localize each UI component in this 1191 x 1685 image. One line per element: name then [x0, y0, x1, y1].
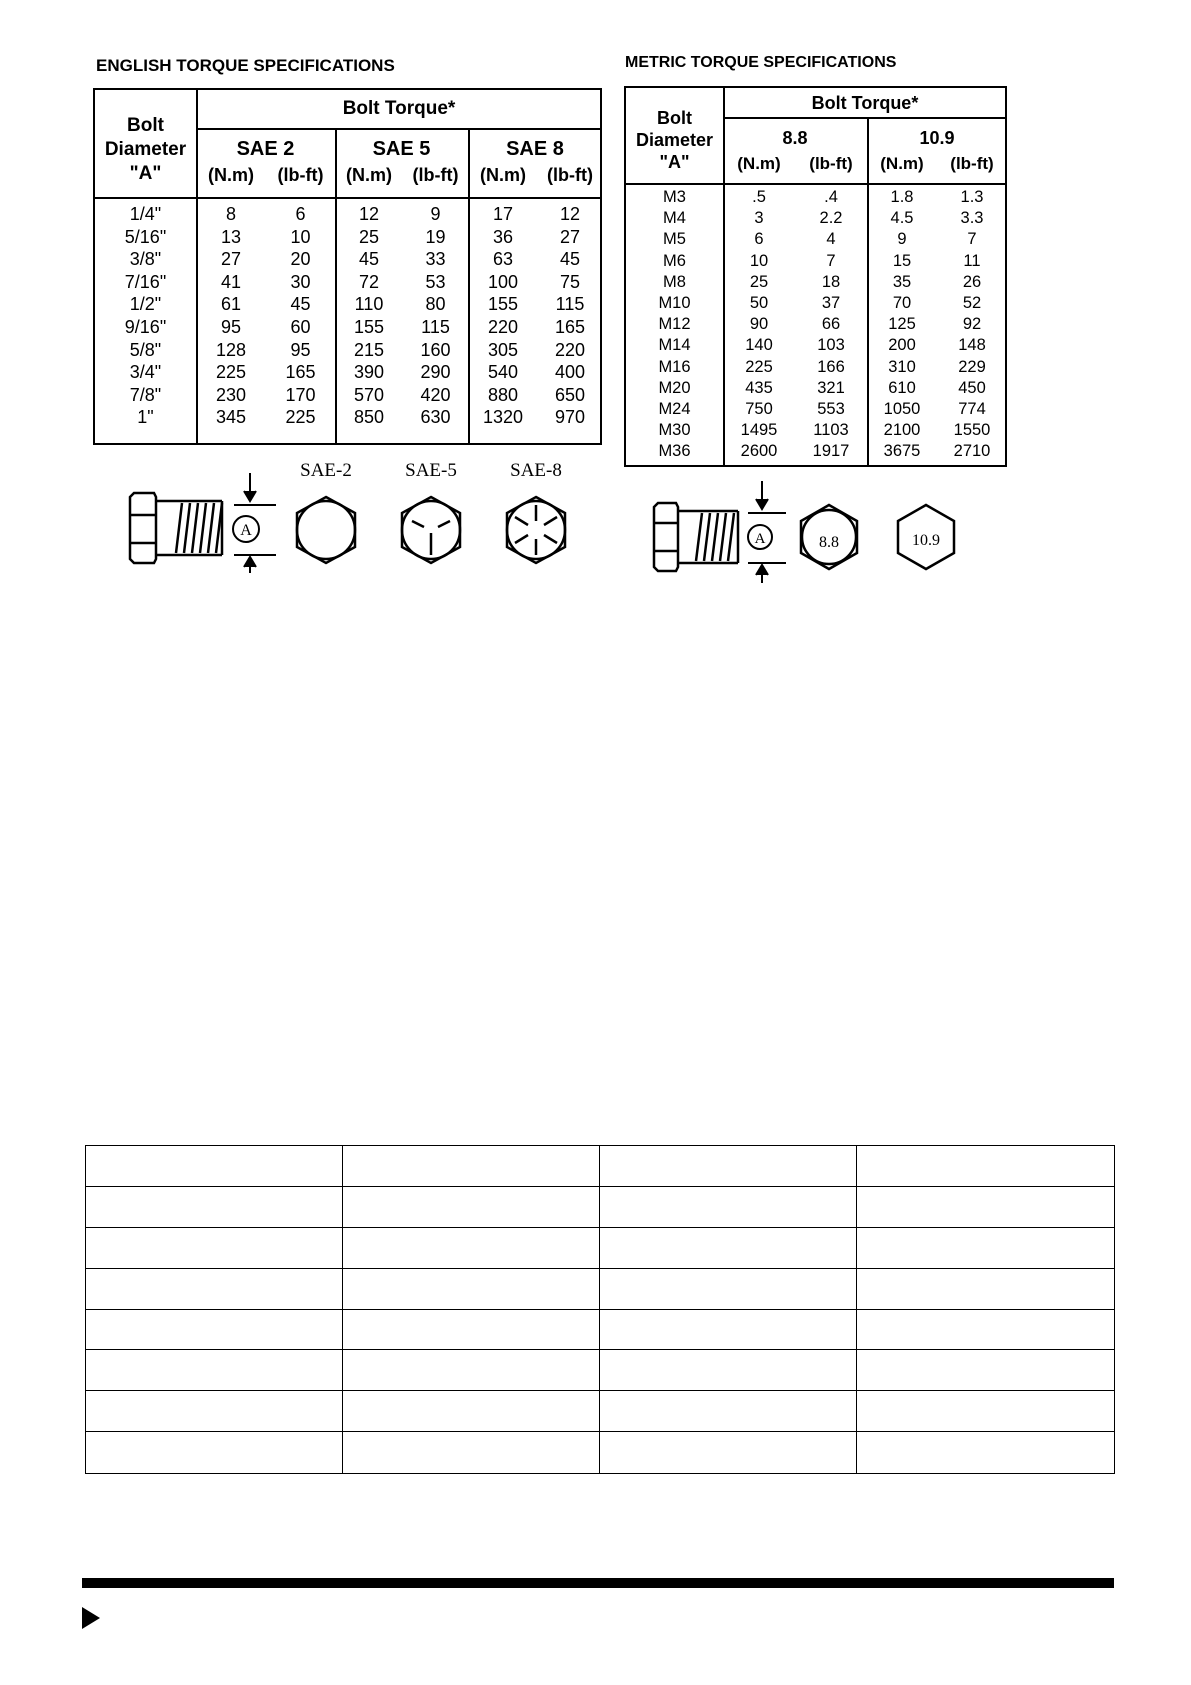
grade-10-9-head-label: 10.9	[912, 532, 940, 549]
bolt-side-view-icon	[130, 493, 222, 563]
sae5-lbft-unit: (lb-ft)	[412, 165, 459, 185]
table-cell: 2.2	[819, 209, 843, 228]
blank-table-cell	[600, 1350, 857, 1391]
table-cell: 45	[290, 294, 311, 315]
table-cell: 72	[358, 271, 380, 292]
table-cell: M14	[658, 336, 691, 355]
table-cell: 37	[821, 293, 841, 312]
table-cell: 33	[425, 249, 446, 270]
table-cell: 450	[958, 378, 986, 397]
table-cell: 1917	[812, 442, 850, 461]
table-cell: 92	[962, 315, 982, 334]
table-cell: 850	[353, 407, 385, 428]
blank-table-cell	[343, 1146, 600, 1187]
blank-table-cell	[343, 1432, 600, 1473]
table-cell: 220	[554, 339, 586, 360]
blank-table-cell	[86, 1146, 343, 1187]
table-cell: 26	[962, 272, 982, 291]
table-cell: 53	[425, 271, 446, 292]
table-cell: 1/2"	[129, 294, 162, 315]
table-cell: 10	[749, 251, 769, 270]
table-cell: 110	[354, 294, 384, 315]
blank-table-cell	[600, 1146, 857, 1187]
table-cell: 3675	[883, 442, 921, 461]
sae8-nm-unit: (N.m)	[480, 165, 526, 185]
blank-table-cell	[343, 1391, 600, 1432]
metric-bolt-diagram	[646, 475, 976, 585]
table-cell: 6	[295, 204, 306, 224]
blank-table-cell	[86, 1391, 343, 1432]
blank-table-cell	[857, 1269, 1114, 1310]
table-cell: 95	[290, 339, 311, 360]
table-cell: 63	[492, 249, 514, 270]
g109-lbft-column	[937, 187, 1007, 462]
dimension-a-label: A	[754, 531, 766, 547]
table-cell: 35	[892, 272, 912, 291]
table-cell: M5	[663, 230, 686, 249]
table-cell: 1050	[883, 399, 921, 418]
grade-8-8-header: 8.8	[782, 128, 808, 148]
blank-table-cell	[343, 1228, 600, 1269]
table-cell: 390	[353, 362, 385, 383]
table-cell: 36	[492, 226, 514, 247]
english-bolt-diameter-header	[95, 114, 196, 186]
blank-table-cell	[857, 1391, 1114, 1432]
table-cell: 7/8"	[129, 384, 162, 405]
table-cell: 435	[745, 378, 773, 397]
table-cell: 220	[487, 316, 519, 337]
table-cell: 540	[487, 362, 519, 383]
table-cell: 52	[962, 293, 982, 312]
table-cell: 7/16"	[124, 271, 167, 292]
table-cell: 2600	[740, 442, 778, 461]
sae5-header: SAE 5	[372, 138, 431, 160]
english-section-title: ENGLISH TORQUE SPECIFICATIONS	[96, 56, 395, 75]
blank-table-cell	[857, 1187, 1114, 1228]
metric-bolt-torque-header: Bolt Torque*	[811, 93, 919, 113]
table-cell: M3	[663, 188, 686, 206]
g88-lbft-unit: (lb-ft)	[809, 154, 853, 173]
metric-torque-table	[624, 86, 1007, 467]
sae8-lbft-column	[538, 203, 602, 429]
a-header-line: "A"	[659, 152, 690, 172]
table-cell: M8	[663, 272, 686, 291]
dimension-a-label: A	[240, 522, 252, 539]
table-cell: 27	[220, 249, 242, 270]
table-cell: 25	[358, 226, 380, 247]
table-cell: 225	[215, 362, 247, 383]
table-cell: 148	[958, 336, 986, 355]
sae8-header: SAE 8	[506, 138, 564, 160]
table-cell: 4.5	[890, 209, 914, 228]
table-cell: 17	[492, 204, 514, 224]
table-cell: 2710	[953, 442, 991, 461]
table-cell: 80	[425, 294, 446, 315]
table-cell: 128	[215, 339, 247, 360]
table-cell: M4	[663, 209, 686, 228]
sae8-diagram-label: SAE-8	[510, 460, 562, 481]
table-cell: 6	[754, 230, 764, 249]
english-size-column	[95, 203, 196, 429]
table-cell: 160	[420, 339, 451, 360]
table-cell: 1.3	[960, 188, 984, 206]
table-cell: 200	[888, 336, 916, 355]
table-cell: 90	[749, 315, 769, 334]
blank-table-cell	[86, 1310, 343, 1351]
table-cell: 225	[745, 357, 773, 376]
table-cell: 166	[817, 357, 845, 376]
blank-table-cell	[857, 1350, 1114, 1391]
table-cell: 880	[487, 384, 519, 405]
blank-table-cell	[343, 1310, 600, 1351]
table-cell: 345	[215, 407, 247, 428]
table-cell: 11	[963, 251, 981, 270]
right-triangle-icon	[82, 1607, 100, 1629]
table-cell: 1/4"	[129, 204, 162, 224]
diameter-header-line: Diameter	[635, 130, 714, 150]
table-cell: 3/8"	[129, 249, 162, 270]
sae2-diagram-label: SAE-2	[300, 460, 352, 481]
sae2-nm-unit: (N.m)	[208, 165, 254, 185]
table-cell: 650	[554, 384, 586, 405]
table-cell: 610	[888, 378, 916, 397]
table-cell: 27	[559, 226, 581, 247]
table-cell: 1495	[740, 421, 778, 440]
table-cell: 125	[888, 315, 916, 334]
table-cell: 225	[285, 407, 316, 428]
grade-8-8-head-label: 8.8	[819, 534, 839, 551]
table-cell: M12	[658, 315, 691, 334]
table-cell: 970	[554, 407, 586, 428]
metric-header-divider	[723, 117, 1005, 119]
table-cell: 13	[220, 226, 242, 247]
table-cell: 103	[817, 336, 845, 355]
blank-table-cell	[600, 1432, 857, 1473]
blank-table-cell	[857, 1228, 1114, 1269]
bolt-header-line: Bolt	[127, 115, 164, 136]
table-cell: M16	[658, 357, 691, 376]
table-cell: 420	[420, 384, 451, 405]
table-cell: 1103	[813, 421, 849, 440]
blank-table-cell	[600, 1187, 857, 1228]
table-cell: M24	[658, 399, 691, 418]
table-cell: 75	[559, 271, 581, 292]
table-cell: 630	[420, 407, 451, 428]
table-cell: 155	[487, 294, 519, 315]
table-cell: 115	[555, 294, 585, 315]
table-cell: .5	[752, 188, 766, 206]
table-cell: M30	[658, 421, 691, 440]
metric-body-divider	[626, 183, 1005, 185]
table-cell: 8	[225, 204, 236, 224]
blank-table-cell	[86, 1350, 343, 1391]
table-cell: 25	[749, 272, 769, 291]
table-cell: 170	[285, 384, 316, 405]
blank-table-cell	[343, 1350, 600, 1391]
table-cell: 4	[826, 230, 836, 249]
metric-section-title: METRIC TORQUE SPECIFICATIONS	[625, 54, 897, 71]
table-cell: 215	[353, 339, 385, 360]
table-cell: M10	[658, 293, 691, 312]
table-cell: 165	[554, 316, 586, 337]
english-body-divider	[95, 197, 600, 199]
table-cell: 95	[220, 316, 242, 337]
table-cell: M6	[663, 251, 686, 270]
english-bolt-torque-header: Bolt Torque*	[342, 98, 456, 119]
footer-rule	[82, 1578, 1114, 1588]
grade-10-9-header: 10.9	[919, 128, 955, 148]
metric-size-column	[626, 187, 723, 462]
table-cell: 100	[487, 271, 519, 292]
sae2-header: SAE 2	[236, 138, 295, 160]
table-cell: 1550	[953, 421, 991, 440]
table-cell: 9	[430, 204, 441, 224]
table-cell: 570	[353, 384, 385, 405]
table-cell: 12	[559, 204, 581, 224]
table-cell: 60	[290, 316, 311, 337]
table-cell: 1.8	[890, 188, 914, 206]
sae5-nm-column	[335, 203, 403, 429]
table-cell: .4	[824, 188, 838, 206]
g88-nm-unit: (N.m)	[737, 154, 781, 173]
table-cell: 321	[817, 378, 845, 397]
table-cell: 165	[285, 362, 316, 383]
table-cell: 140	[745, 336, 773, 355]
blank-table-cell	[600, 1228, 857, 1269]
sae8-lbft-unit: (lb-ft)	[547, 165, 593, 185]
table-cell: 30	[290, 271, 311, 292]
table-cell: 5/16"	[124, 226, 167, 247]
table-cell: 19	[425, 226, 446, 247]
table-cell: 10	[290, 226, 311, 247]
table-cell: 3/4"	[129, 362, 162, 383]
blank-table-cell	[857, 1310, 1114, 1351]
blank-table-cell	[600, 1269, 857, 1310]
blank-table-cell	[86, 1432, 343, 1473]
table-cell: 50	[749, 293, 769, 312]
blank-table-cell	[600, 1310, 857, 1351]
table-cell: 2100	[883, 421, 921, 440]
english-torque-table	[93, 88, 602, 445]
table-cell: 45	[358, 249, 380, 270]
table-cell: 70	[892, 293, 912, 312]
table-cell: 229	[958, 357, 986, 376]
table-cell: 400	[554, 362, 586, 383]
table-cell: 15	[892, 251, 912, 270]
table-cell: 1"	[137, 407, 154, 428]
table-cell: M36	[658, 442, 691, 461]
sae2-lbft-unit: (lb-ft)	[277, 165, 324, 185]
table-cell: 20	[290, 249, 311, 270]
table-cell: 230	[215, 384, 247, 405]
blank-notes-table	[85, 1145, 1115, 1474]
table-cell: 9/16"	[124, 316, 167, 337]
table-cell: 5/8"	[129, 339, 162, 360]
table-cell: 45	[559, 249, 581, 270]
table-cell: 7	[967, 230, 977, 249]
diameter-header-line: Diameter	[104, 139, 187, 160]
sae5-diagram-label: SAE-5	[405, 460, 457, 481]
table-cell: 3	[754, 209, 764, 228]
table-cell: 310	[888, 357, 916, 376]
table-cell: 155	[353, 316, 385, 337]
table-cell: 290	[420, 362, 451, 383]
sae2-lbft-column	[266, 203, 335, 429]
table-cell: 750	[745, 399, 773, 418]
english-header-divider	[196, 128, 600, 130]
table-cell: 66	[821, 315, 841, 334]
g109-nm-column	[867, 187, 937, 462]
a-header-line: "A"	[129, 163, 162, 184]
blank-table-cell	[343, 1187, 600, 1228]
g109-nm-unit: (N.m)	[880, 154, 924, 173]
sae5-head-icon	[402, 497, 460, 563]
blank-table-cell	[86, 1269, 343, 1310]
sae2-head-icon	[297, 497, 355, 563]
table-cell: 9	[897, 230, 907, 249]
table-cell: 7	[826, 251, 836, 270]
table-cell: 41	[220, 271, 242, 292]
blank-table-cell	[86, 1187, 343, 1228]
g88-lbft-column	[795, 187, 867, 462]
metric-bolt-diameter-header	[626, 107, 723, 173]
bolt-side-view-icon	[654, 503, 738, 571]
table-cell: M20	[658, 378, 691, 397]
table-cell: 18	[821, 272, 841, 291]
blank-table-cell	[86, 1228, 343, 1269]
g109-lbft-unit: (lb-ft)	[950, 154, 994, 173]
blank-table-cell	[343, 1269, 600, 1310]
blank-table-cell	[857, 1432, 1114, 1473]
table-cell: 61	[220, 294, 242, 315]
table-cell: 12	[358, 204, 380, 224]
sae5-nm-unit: (N.m)	[346, 165, 392, 185]
table-cell: 553	[817, 399, 845, 418]
table-cell: 774	[958, 399, 986, 418]
table-cell: 115	[421, 316, 450, 337]
sae5-lbft-column	[403, 203, 468, 429]
table-cell: 3.3	[960, 209, 984, 228]
sae2-nm-column	[196, 203, 266, 429]
sae8-head-icon	[507, 497, 565, 563]
g88-nm-column	[723, 187, 795, 462]
table-cell: 1320	[482, 407, 524, 428]
blank-table-cell	[857, 1146, 1114, 1187]
bolt-header-line: Bolt	[657, 108, 692, 128]
table-cell: 305	[487, 339, 519, 360]
sae8-nm-column	[468, 203, 538, 429]
blank-table-cell	[600, 1391, 857, 1432]
